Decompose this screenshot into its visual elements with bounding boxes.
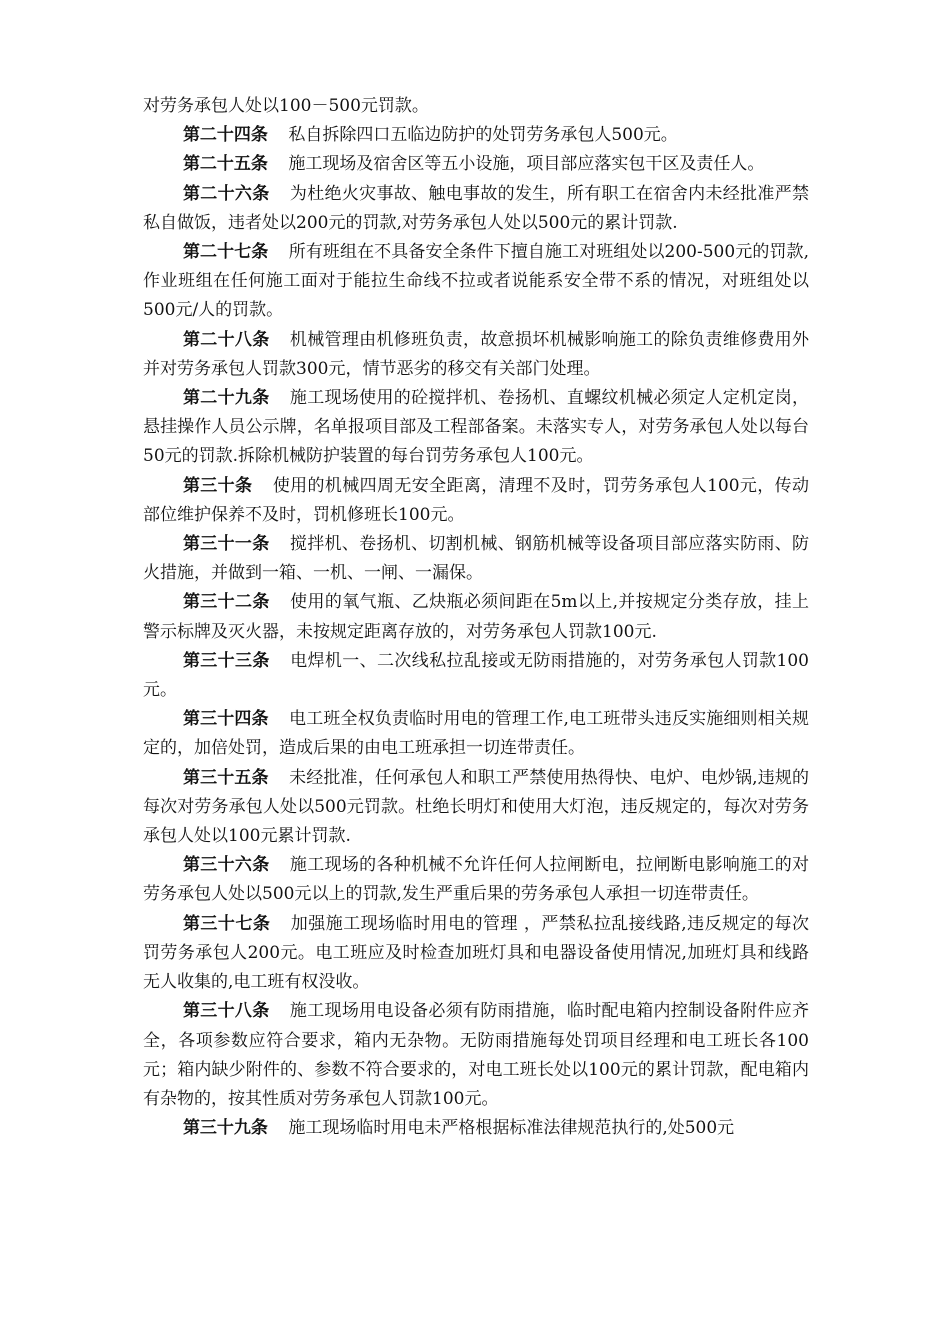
article-text: 施工现场及宿舍区等五小设施，项目部应落实包干区及责任人。 xyxy=(288,154,765,175)
article-label: 第三十二条 xyxy=(182,592,270,613)
article-text: 电焊机一、二次线私拉乱接或无防雨措施的，对劳务承包人罚款100元。 xyxy=(143,650,810,701)
article-label: 第三十八条 xyxy=(182,1001,270,1022)
article-35 xyxy=(143,764,809,852)
article-text: 施工现场临时用电未严格根据标准法律规范执行的,处500元 xyxy=(288,1118,735,1139)
article-label: 第三十四条 xyxy=(182,709,269,730)
article-label: 第三十七条 xyxy=(182,913,271,934)
article-label: 第二十八条 xyxy=(182,329,270,350)
article-37 xyxy=(143,910,809,998)
article-text: 电工班全权负责临时用电的管理工作,电工班带头违反实施细则相关规定的，加倍处罚，造成后果的由电工班承担一切连带责任。 xyxy=(143,709,810,759)
article-text: 为杜绝火灾事故、触电事故的发生，所有职工在宿舍内未经批准严禁私自做饭，违者处以200元的罚款,对劳务承包人处以500元的累计罚款. xyxy=(143,183,810,233)
article-label: 第三十五条 xyxy=(182,767,269,788)
article-label: 第二十五条 xyxy=(182,154,268,175)
article-38 xyxy=(143,997,809,1114)
article-24 xyxy=(143,121,809,150)
article-label: 第三十条 xyxy=(182,475,253,496)
article-text: 施工现场用电设备必须有防雨措施，临时配电箱内控制设备附件应齐全，各项参数应符合要求，箱内无杂物。无防雨措施每处罚项目经理和电工班长各100元；箱内缺少附件的、参数不符合要求的，对电工班长处以100元的累计罚款，配电箱内有杂物的，按其性质对劳务承包人罚款100元。 xyxy=(143,1001,810,1109)
article-39 xyxy=(143,1114,809,1143)
intro-paragraph xyxy=(143,92,809,121)
article-text: 使用的氧气瓶、乙炔瓶必须间距在5m以上,并按规定分类存放，挂上警示标牌及灭火器，未按规定距离存放的，对劳务承包人罚款100元. xyxy=(143,592,810,642)
article-text: 未经批准，任何承包人和职工严禁使用热得快、电炉、电炒锅,违规的每次对劳务承包人处以500元罚款。杜绝长明灯和使用大灯泡，违反规定的，每次对劳务承包人处以100元累计罚款. xyxy=(143,767,810,847)
article-36 xyxy=(143,851,809,909)
article-text: 施工现场使用的砼搅拌机、卷扬机、直螺纹机械必须定人定机定岗，悬挂操作人员公示牌，名单报项目部及工程部备案。未落实专人，对劳务承包人处以每台50元的罚款.拆除机械防护装置的每台罚劳务承包人100元。 xyxy=(143,388,810,467)
article-label: 第三十一条 xyxy=(182,534,270,555)
article-34 xyxy=(143,705,809,763)
document-body xyxy=(143,92,809,1143)
article-text: 加强施工现场临时用电的管理 ，严禁私拉乱接线路,违反规定的每次罚劳务承包人200元。电工班应及时检查加班灯具和电器设备使用情况,加班灯具和线路无人收集的,电工班有权没收。 xyxy=(143,913,810,993)
article-26 xyxy=(143,180,809,238)
article-text: 所有班组在不具备安全条件下擅自施工对班组处以200-500元的罚款,作业班组在任何施工面对于能拉生命线不拉或者说能系安全带不系的情况，对班组处以500元/人的罚款。 xyxy=(143,242,810,321)
article-30 xyxy=(143,472,809,530)
article-text: 使用的机械四周无安全距离，清理不及时，罚劳务承包人100元，传动部位维护保养不及时，罚机修班长100元。 xyxy=(143,475,809,525)
article-27 xyxy=(143,238,809,326)
article-31 xyxy=(143,530,809,588)
article-label: 第二十七条 xyxy=(182,242,269,263)
article-text: 私自拆除四口五临边防护的处罚劳务承包人500元。 xyxy=(288,125,678,146)
article-label: 第二十九条 xyxy=(182,388,270,409)
article-label: 第三十六条 xyxy=(182,855,270,876)
article-label: 第二十六条 xyxy=(182,183,270,204)
article-25 xyxy=(143,150,809,179)
article-32 xyxy=(143,588,809,646)
article-33 xyxy=(143,647,809,705)
article-text: 机械管理由机修班负责，故意损坏机械影响施工的除负责维修费用外并对劳务承包人罚款300元，情节恶劣的移交有关部门处理。 xyxy=(143,329,810,379)
article-label: 第三十三条 xyxy=(182,650,270,671)
article-28 xyxy=(143,326,809,384)
article-label: 第三十九条 xyxy=(182,1118,268,1139)
article-text: 搅拌机、卷扬机、切割机械、钢筋机械等设备项目部应落实防雨、防火措施，并做到一箱、一机、一闸、一漏保。 xyxy=(143,534,810,584)
article-29 xyxy=(143,384,809,472)
article-label: 第二十四条 xyxy=(182,125,268,146)
article-text: 施工现场的各种机械不允许任何人拉闸断电，拉闸断电影响施工的对劳务承包人处以500元以上的罚款,发生严重后果的劳务承包人承担一切连带责任。 xyxy=(143,855,810,905)
intro-text: 对劳务承包人处以100－500元罚款。 xyxy=(143,96,429,116)
